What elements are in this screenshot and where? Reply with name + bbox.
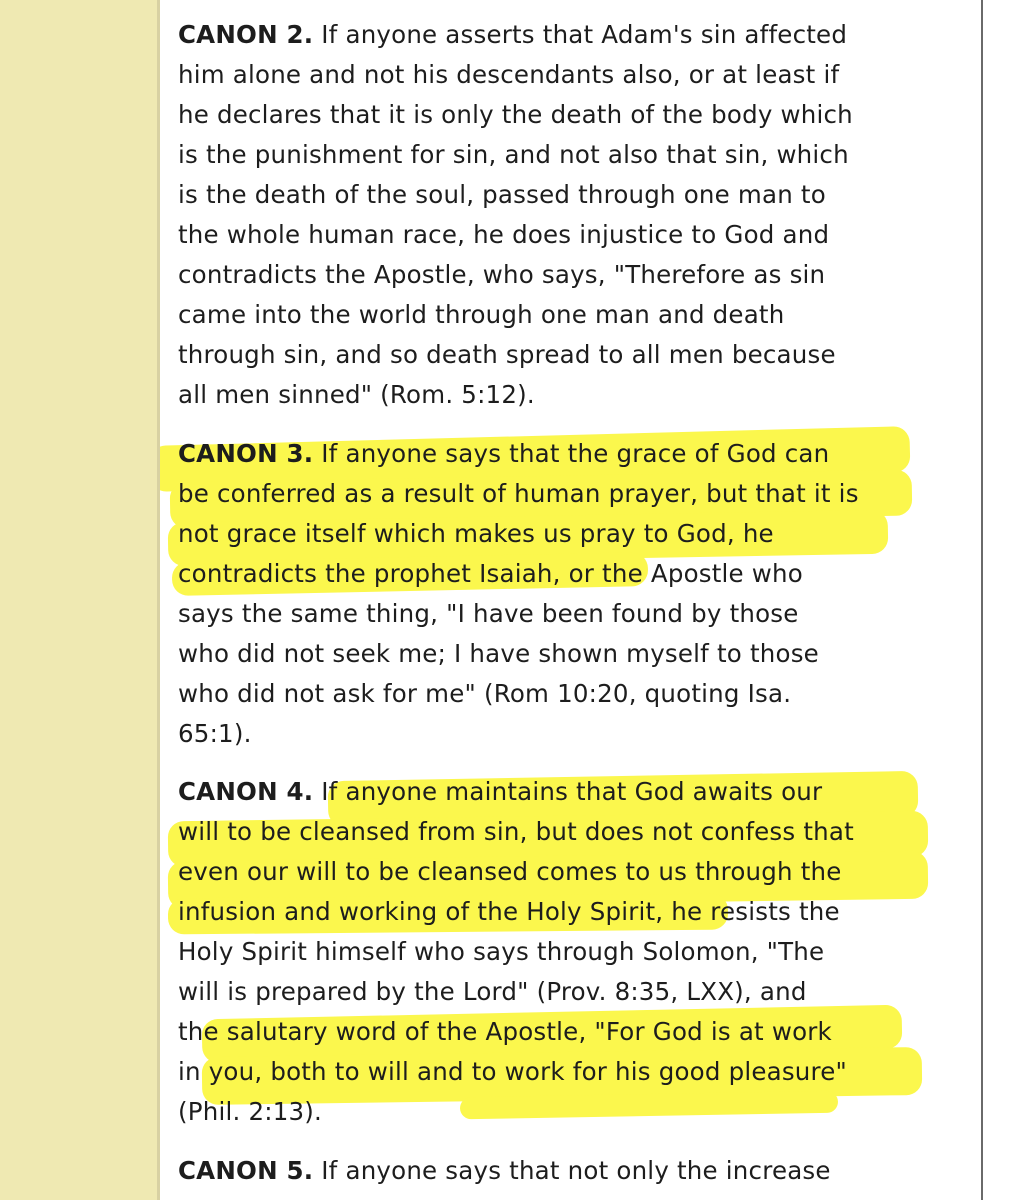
text-line: contradicts the Apostle, who says, "Therefore as sin	[178, 260, 826, 289]
right-margin	[983, 0, 1014, 1200]
canon-heading: CANON 2.	[178, 20, 314, 49]
text-run: If anyone maintains that God awaits our	[313, 777, 823, 806]
text-line: the salutary word of the Apostle, "For God is at work	[178, 1017, 832, 1046]
text-line: contradicts the prophet Isaiah, or the Apostle who	[178, 559, 803, 588]
text-line: came into the world through one man and death	[178, 300, 785, 329]
document-page	[160, 0, 981, 1200]
text-line: even our will to be cleansed comes to us through the	[178, 857, 842, 886]
canon-3-paragraph	[178, 434, 938, 754]
text-line: is the punishment for sin, and not also that sin, which	[178, 140, 849, 169]
text-line: will is prepared by the Lord" (Prov. 8:35, LXX), and	[178, 977, 807, 1006]
text-line: in you, both to will and to work for his good pleasure"	[178, 1057, 847, 1086]
text-line: 65:1).	[178, 719, 252, 748]
text-line	[178, 434, 938, 474]
text-line: through sin, and so death spread to all men because	[178, 340, 836, 369]
canon-heading: CANON 3.	[178, 439, 314, 468]
text-line: infusion and working of the Holy Spirit, he resists the	[178, 897, 840, 926]
canon-5-paragraph	[178, 1151, 938, 1191]
text-line: Holy Spirit himself who says through Solomon, "The	[178, 937, 825, 966]
text-line: who did not seek me; I have shown myself to those	[178, 639, 819, 668]
text-line: (Phil. 2:13).	[178, 1097, 323, 1126]
canon-2-paragraph	[178, 15, 938, 415]
text-line: is the death of the soul, passed through one man to	[178, 180, 826, 209]
text-run: If anyone says that not only the increase	[313, 1156, 831, 1185]
canon-heading: CANON 5.	[178, 1156, 314, 1185]
text-run: If anyone asserts that Adam's sin affected	[313, 20, 848, 49]
text-line: will to be cleansed from sin, but does not confess that	[178, 817, 854, 846]
text-line: says the same thing, "I have been found by those	[178, 599, 799, 628]
left-margin-panel	[0, 0, 157, 1200]
canon-heading: CANON 4.	[178, 777, 314, 806]
canon-4-paragraph	[178, 772, 938, 1132]
text-line	[178, 772, 938, 812]
text-line	[178, 1151, 938, 1191]
text-line: all men sinned" (Rom. 5:12).	[178, 380, 535, 409]
text-line: be conferred as a result of human prayer, but that it is	[178, 479, 859, 508]
text-line: he declares that it is only the death of the body which	[178, 100, 853, 129]
text-line: who did not ask for me" (Rom 10:20, quoting Isa.	[178, 679, 792, 708]
text-run: If anyone says that the grace of God can	[313, 439, 830, 468]
text-line: him alone and not his descendants also, or at least if	[178, 60, 840, 89]
text-line	[178, 15, 938, 55]
text-line: the whole human race, he does injustice to God and	[178, 220, 830, 249]
text-line: not grace itself which makes us pray to God, he	[178, 519, 774, 548]
